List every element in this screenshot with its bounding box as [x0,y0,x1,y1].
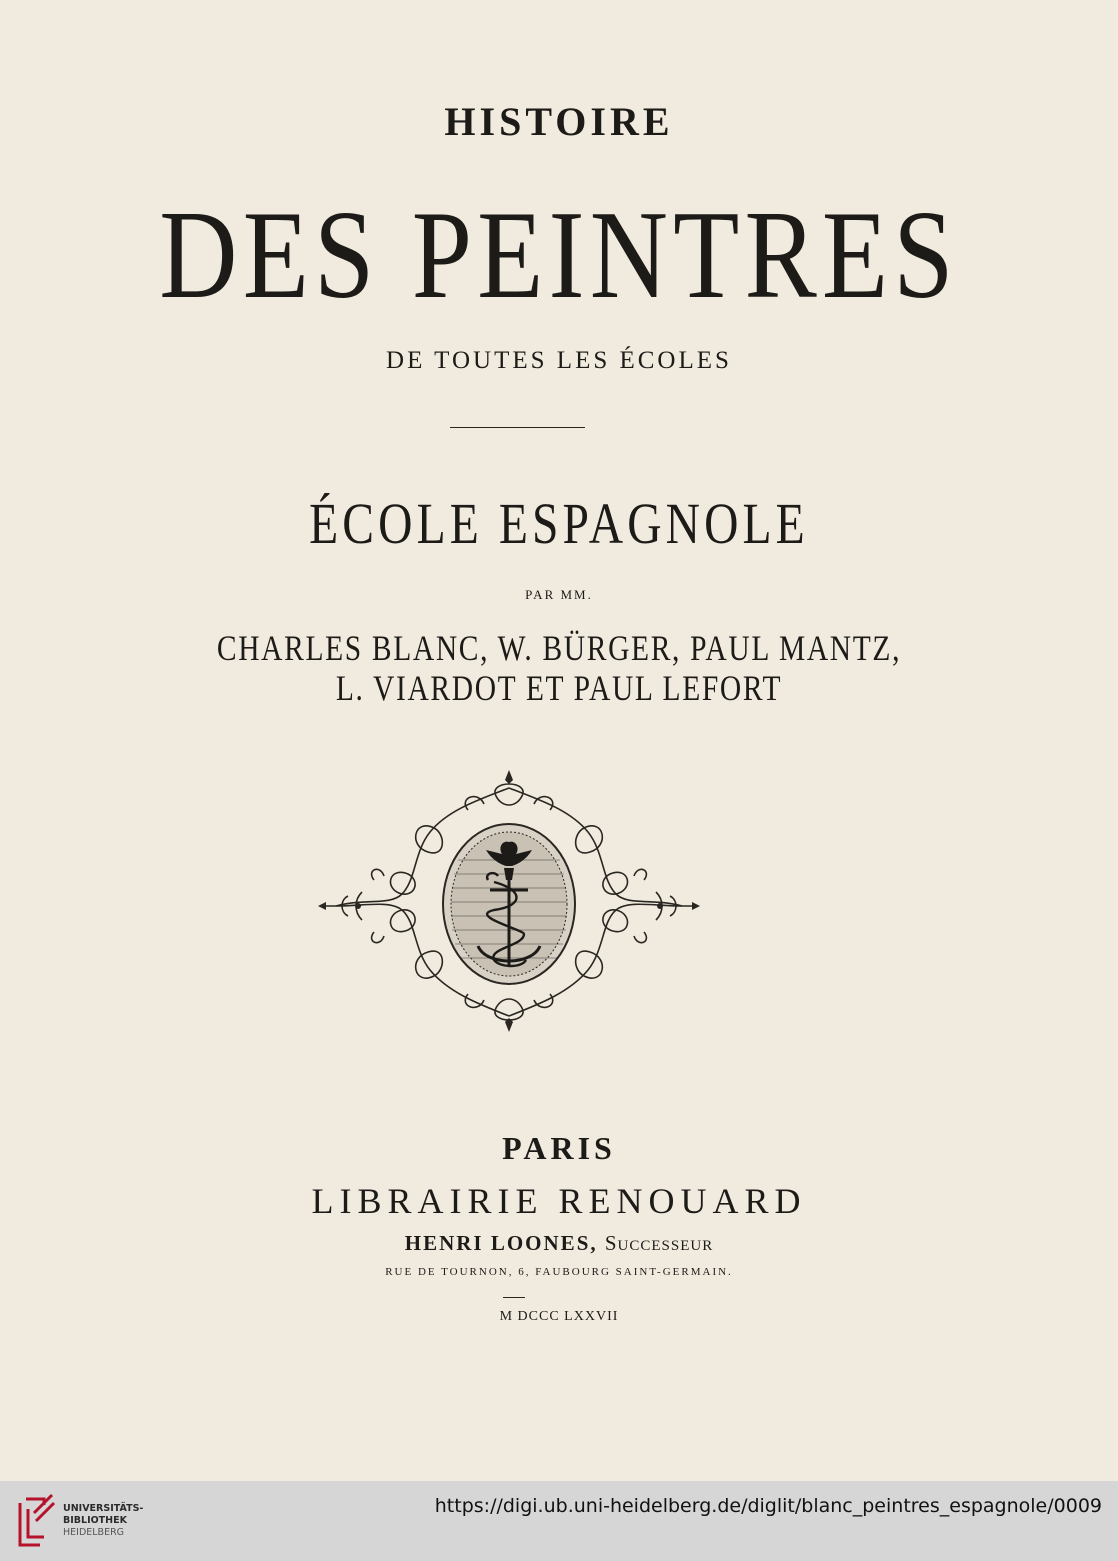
source-url-link[interactable]: https://digi.ub.uni-heidelberg.de/diglit/blanc_peintres_espagnole/0009 [434,1495,1102,1517]
publication-year: M DCCC LXXVII [499,1309,619,1324]
short-divider-rule [503,1297,525,1298]
institution-line-3: HEIDELBERG [63,1527,125,1538]
authors-line-2: L. VIARDOT ET PAUL LEFORT [335,668,783,708]
publisher-device-ornament-icon [318,770,700,1032]
institution-line-2: BIBLIOTHEK [63,1515,127,1526]
title-line-histoire: HISTOIRE [444,99,674,144]
digitization-footer [0,1481,1118,1561]
institution-name [63,1503,143,1539]
par-label: PAR MM. [525,587,593,602]
publisher-address: RUE DE TOURNON, 6, FAUBOURG SAINT-GERMAIN. [385,1266,733,1278]
title-line-des-peintres: DES PEINTRES [159,186,959,325]
divider-rule [450,427,585,428]
publisher-name: LIBRAIRIE RENOUARD [311,1181,807,1221]
city-paris: PARIS [502,1130,616,1166]
authors-line-1: CHARLES BLANC, W. BÜRGER, PAUL MANTZ, [216,628,902,668]
university-library-logo-icon [14,1491,58,1549]
institution-line-1: UNIVERSITÄTS- [63,1503,144,1514]
school-title: ÉCOLE ESPAGNOLE [309,491,809,556]
successor-label: Successeur [604,1231,714,1255]
successor-line [0,1231,1118,1256]
title-line-toutes-les-ecoles: DE TOUTES LES ÉCOLES [386,347,732,374]
successor-name: HENRI LOONES, [404,1231,598,1255]
